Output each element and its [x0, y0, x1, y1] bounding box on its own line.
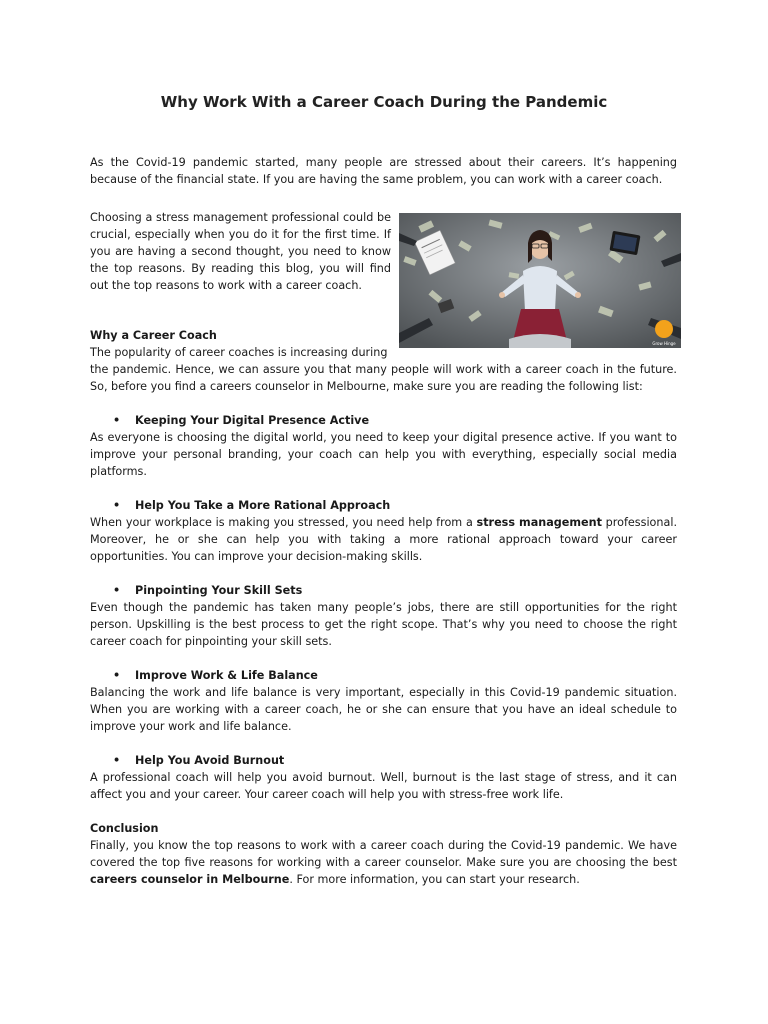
conclusion-body	[90, 837, 677, 888]
section-heading-text: Improve Work & Life Balance	[135, 669, 318, 682]
body-text: . For more information, you can start your research.	[289, 873, 580, 886]
section-skill-sets-body: Even though the pandemic has taken many people’s jobs, there are still opportunities for the right person. Upskilling is the best process to get the right scope. That’s why you need to choose the right career coach for pinpointing your skill sets.	[90, 601, 677, 648]
section-rational-approach-body	[90, 514, 677, 565]
section-heading-text: Pinpointing Your Skill Sets	[135, 584, 303, 597]
page-title: Why Work With a Career Coach During the Pandemic	[160, 93, 608, 111]
choosing-paragraph: Choosing a stress management professional could be crucial, especially when you do it for the first time. If you are having a second thought, you need to know the top reasons. By reading this blog, you will find out the top reasons to work with a career coach.	[90, 211, 391, 292]
conclusion-heading: Conclusion	[90, 822, 159, 835]
bullet: •	[113, 584, 121, 597]
section-rational-approach-heading	[113, 497, 390, 514]
section-heading-text: Help You Take a More Rational Approach	[135, 499, 391, 512]
image-logo-text: Grow Hinge	[652, 341, 676, 346]
why-heading: Why a Career Coach	[90, 329, 217, 342]
why-first-line: The popularity of career coaches is increasing during	[90, 346, 388, 359]
why-paragraph: the pandemic. Hence, we can assure you that many people will work with a career coach in the future. So, before you find a careers counselor in Melbourne, make sure you are reading the following list:	[90, 363, 677, 393]
intro-paragraph: As the Covid-19 pandemic started, many people are stressed about their careers. It’s happening because of the financial state. If you are having the same problem, you can work with a career coach.	[90, 156, 677, 186]
section-work-life-body: Balancing the work and life balance is very important, especially in this Covid-19 pandemic situation. When you are working with a career coach, he or she can ensure that you have an ideal schedule to improve your work and life balance.	[90, 686, 677, 733]
section-heading-text: Help You Avoid Burnout	[135, 754, 285, 767]
bullet: •	[113, 499, 121, 512]
section-digital-presence-heading	[113, 412, 369, 429]
section-digital-presence-body: As everyone is choosing the digital world, you need to keep your digital presence active. If you want to improve your personal branding, your coach can help you with everything, especially social media platforms.	[90, 431, 677, 478]
bullet: •	[113, 669, 121, 682]
bullet: •	[113, 414, 121, 427]
stress-management-bold: stress management	[476, 516, 602, 529]
section-burnout-body: A professional coach will help you avoid burnout. Well, burnout is the last stage of stress, and it can affect you and your career. Your career coach will help you with stress-free work life.	[90, 771, 677, 801]
bullet: •	[113, 754, 121, 767]
body-text: Finally, you know the top reasons to work with a career coach during the Covid-19 pandemic. We have covered the top five reasons for working with a career counselor. Make sure you are choosing the best	[90, 839, 677, 869]
section-work-life-heading	[113, 667, 318, 684]
careers-counselor-bold: careers counselor in Melbourne	[90, 873, 290, 886]
meditating-woman-illustration	[399, 213, 681, 348]
body-text: professional. Moreover, he or she can help you with taking a more rational approach toward your career opportunities. You can improve your decision-making skills.	[90, 516, 678, 563]
meditating-woman-image	[399, 213, 681, 348]
section-burnout-heading	[113, 752, 284, 769]
body-text: When your workplace is making you stressed, you need help from a	[90, 516, 477, 529]
section-skill-sets-heading	[113, 582, 302, 599]
section-heading-text: Keeping Your Digital Presence Active	[135, 414, 370, 427]
